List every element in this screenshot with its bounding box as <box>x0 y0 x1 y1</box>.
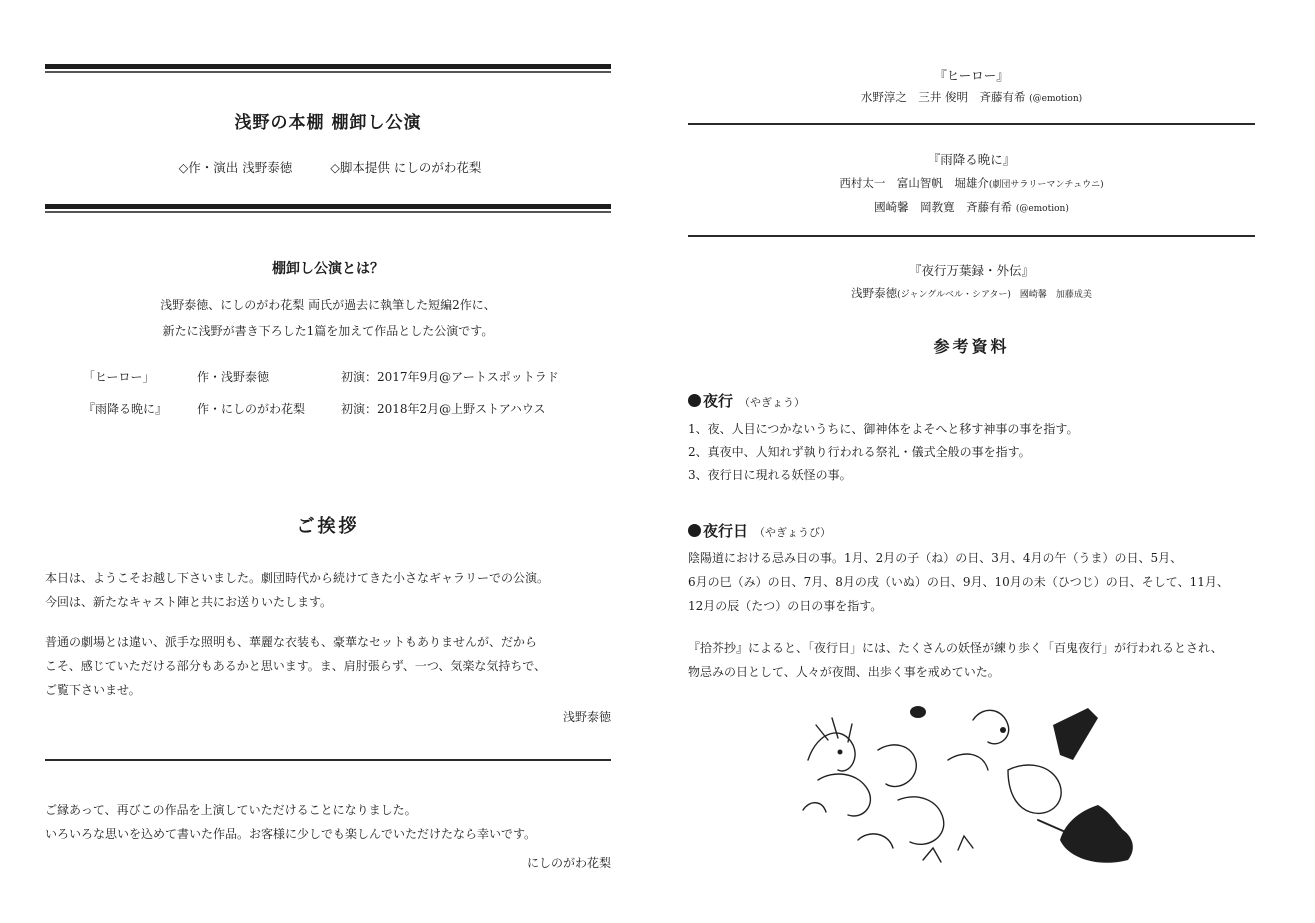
closing-line: いろいろな思いを込めて書いた作品。お客様に少しでも楽しんでいただけたなら幸いです。 <box>45 827 537 841</box>
cast-affiliation: (劇団サラリーマンチュウニ) <box>988 180 1104 190</box>
term-yagyobi <box>688 520 831 541</box>
credit-director: ◇作・演出 浅野泰徳 <box>178 160 293 175</box>
credit-script: ◇脚本提供 にしのがわ花梨 <box>330 160 482 175</box>
closing-line: ご縁あって、再びこの作品を上演していただけることになりました。 <box>45 803 417 817</box>
hyakki-yagyo-illustration <box>798 700 1143 875</box>
term-word: 夜行 <box>703 392 734 410</box>
cast-names: 西村太一 富山智帆 堀雄介 <box>839 176 989 190</box>
work-author: 作・浅野泰徳 <box>197 370 270 384</box>
note-line: 『拾芥抄』によると、「夜行日」には、たくさんの妖怪が練り歩く「百鬼夜行」が行われるとされ、 <box>688 641 1223 655</box>
top-double-rule <box>45 64 611 73</box>
closing-paragraph <box>45 798 625 846</box>
work-author: 作・にしのがわ花梨 <box>197 402 306 416</box>
greeting-paragraph-2 <box>45 630 625 702</box>
cast-affiliation: (ジャングルベル・シアター) 國崎馨 加藤成美 <box>897 290 1092 300</box>
bullet-dot-icon <box>688 394 701 407</box>
term-reading: （やぎょう） <box>739 396 806 409</box>
note-line: 物忌みの日として、人々が夜間、出歩く事を戒めていた。 <box>688 665 1000 679</box>
greeting-paragraph-1 <box>45 566 625 614</box>
greeting-line: 普通の劇場とは違い、派手な照明も、華麗な衣装も、豪華なセットもありませんが、だから <box>45 635 538 649</box>
program-title: 浅野の本棚 棚卸し公演 <box>234 113 422 133</box>
term-yagyobi-note <box>688 636 1223 684</box>
closing-signature: にしのがわ花梨 <box>526 856 611 870</box>
cast-names: 國崎馨 岡教寛 斉藤有希 <box>874 200 1016 214</box>
greeting-line: 今回は、新たなキャスト陣と共にお送りいたします。 <box>45 595 333 609</box>
description-line: 6月の巳（み）の日、7月、8月の戌（いぬ）の日、9月、10月の未（ひつじ）の日、そして、11月、 <box>688 575 1229 589</box>
cast-divider-2 <box>688 235 1255 237</box>
credits-line <box>0 158 660 176</box>
cast-divider-1 <box>688 123 1255 125</box>
greeting-line: ご覧下さいませ。 <box>45 683 141 697</box>
cast-names: 水野淳之 三井 俊明 斉藤有希 <box>860 90 1030 104</box>
cast-list-hero <box>688 89 1255 105</box>
cast-title-yagyo: 『夜行万葉録・外伝』 <box>908 263 1034 278</box>
about-heading: 棚卸し公演とは？ <box>272 261 384 277</box>
cast-list-yagyo <box>688 285 1255 301</box>
closing-divider <box>45 759 611 761</box>
term-yagyo-definitions <box>688 418 1078 487</box>
cast-list-rain-1 <box>688 175 1255 191</box>
about-line: 浅野泰徳、にしのがわ花梨 両氏が過去に執筆した短編2作に、 <box>160 298 496 312</box>
definition-item: 3、夜行日に現れる妖怪の事。 <box>688 468 852 482</box>
cast-list-rain-2 <box>688 199 1255 215</box>
greeting-heading: ご挨拶 <box>296 516 360 537</box>
greeting-line: 本日は、ようこそお越し下さいました。劇団時代から続けてきた小さなギャラリーでの公演。 <box>45 571 550 585</box>
greeting-signature: 浅野泰徳 <box>562 710 611 724</box>
term-word: 夜行日 <box>703 522 749 540</box>
about-line: 新たに浅野が書き下ろした1篇を加えて作品とした公演です。 <box>162 324 494 338</box>
reference-heading: 参考資料 <box>933 337 1010 356</box>
definition-item: 2、真夜中、人知れず執り行われる祭礼・儀式全般の事を指す。 <box>688 445 1031 459</box>
right-page <box>660 0 1315 923</box>
bullet-dot-icon <box>688 524 701 537</box>
definition-item: 1、夜、人目につかないうちに、御神体をよそへと移す神事の事を指す。 <box>688 422 1079 436</box>
greeting-line: こそ、感じていただける部分もあるかと思います。ま、肩肘張らず、一つ、気楽な気持ちで、 <box>45 659 547 673</box>
term-yagyo <box>688 390 805 411</box>
term-reading: （やぎょうび） <box>754 526 832 539</box>
description-line: 12月の辰（たつ）の日の事を指す。 <box>688 599 883 613</box>
work-title: 『雨降る晩に』 <box>83 402 168 416</box>
about-text <box>45 292 611 344</box>
work-premiere: 初演：2017年9月@アートスポットラド <box>341 370 559 384</box>
work-title: 「ヒーロー」 <box>83 370 155 384</box>
title-bottom-rule <box>45 204 611 213</box>
cast-affiliation: (@emotion) <box>1029 94 1083 104</box>
work-premiere: 初演：2018年2月@上野ストアハウス <box>341 402 546 416</box>
term-yagyobi-description <box>688 546 1229 618</box>
cast-affiliation: (@emotion) <box>1015 204 1069 214</box>
description-line: 陰陽道における忌み日の事。1月、2月の子（ね）の日、3月、4月の午（うま）の日、5月、 <box>688 551 1183 565</box>
cast-names: 浅野泰徳 <box>851 286 898 300</box>
cast-title-rain: 『雨降る晩に』 <box>927 152 1016 167</box>
cast-title-hero: 『ヒーロー』 <box>934 68 1009 83</box>
